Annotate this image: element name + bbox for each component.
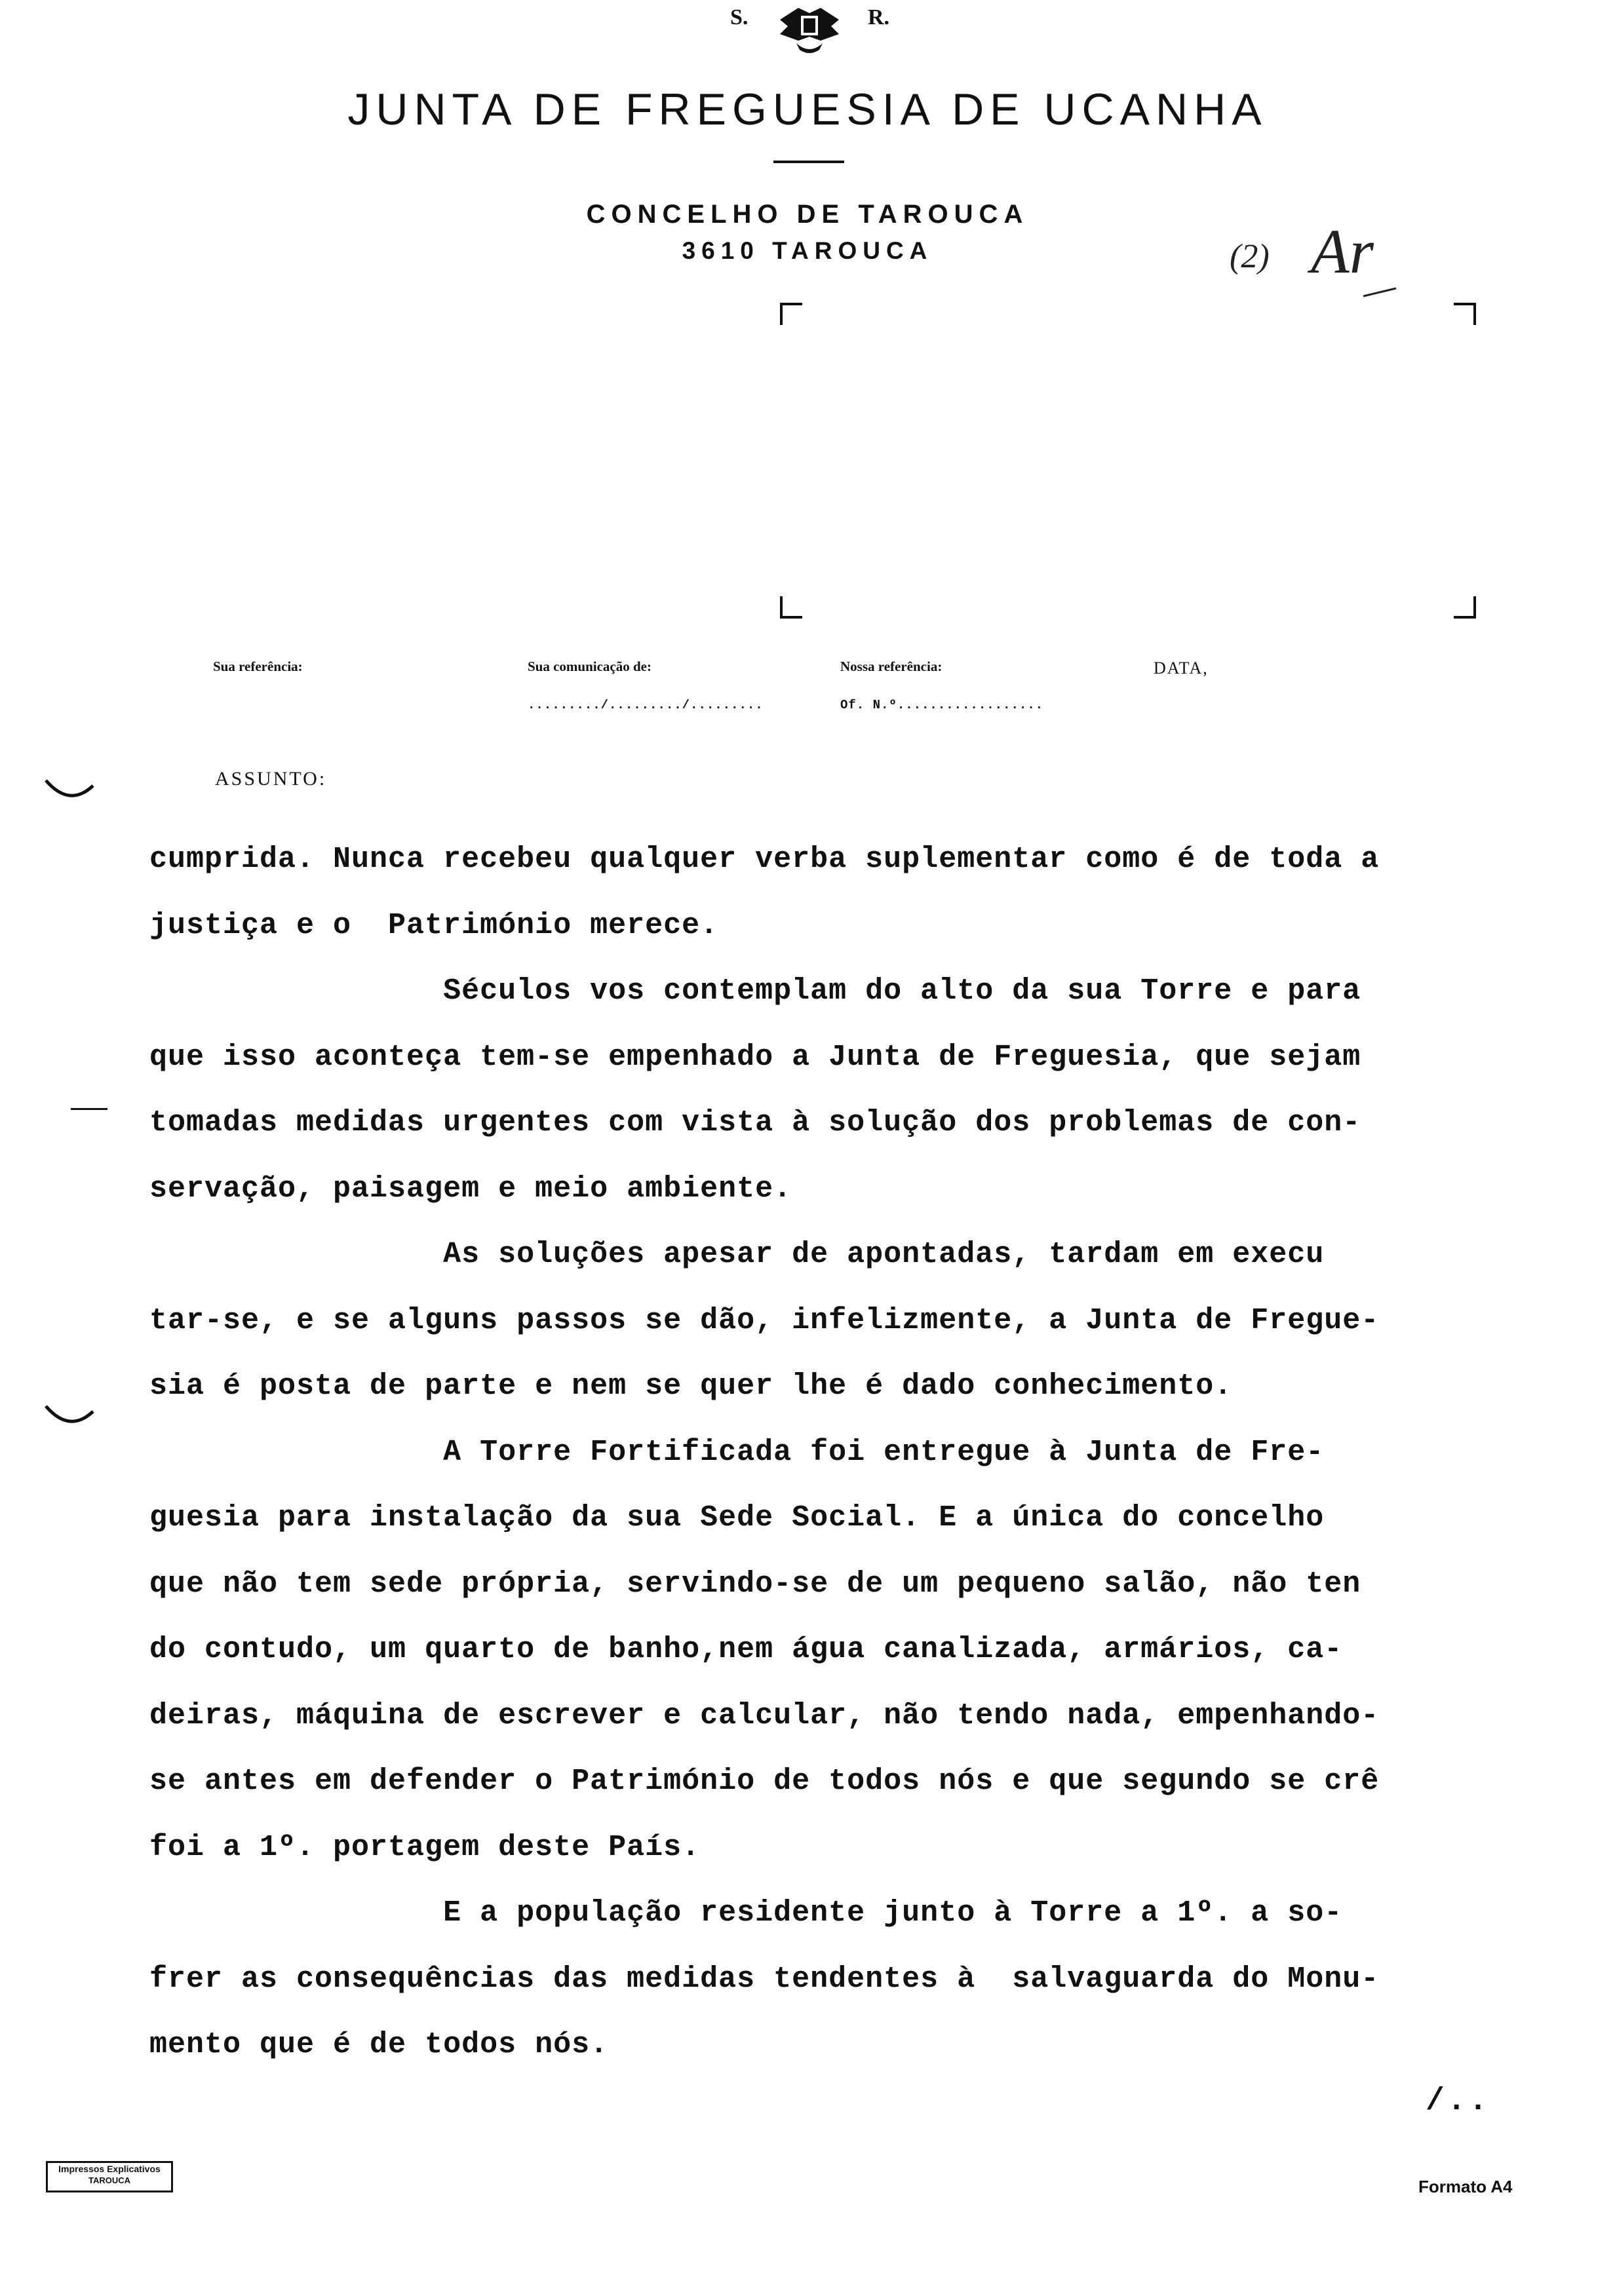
body-line: do contudo, um quarto de banho,nem água canalizada, armários, ca-	[149, 1633, 1343, 1666]
continuation-mark: /..	[1426, 2084, 1490, 2119]
crest-left-text: S.	[730, 5, 749, 29]
body-line: se antes em defender o Património de todos nós e que segundo se crê	[149, 1765, 1380, 1798]
stamp-line-2: TAROUCA	[88, 2175, 131, 2185]
body-line: foi a 1º. portagem deste País.	[149, 1830, 701, 1864]
coat-of-arms-icon	[767, 0, 852, 56]
body-line: servação, paisagem e meio ambiente.	[149, 1172, 792, 1206]
address-window-corner-bottom-right	[1454, 596, 1476, 619]
body-line: A Torre Fortificada foi entregue à Junta de Fre-	[149, 1435, 1325, 1469]
data-label: DATA,	[1154, 659, 1209, 678]
body-line: tar-se, e se alguns passos se dão, infelizmente, a Junta de Fregue-	[149, 1303, 1380, 1337]
body-line: sia é posta de parte e nem se quer lhe é dado conhecimento.	[149, 1369, 1233, 1403]
letterhead-crest-row	[714, 0, 911, 59]
body-line: guesia para instalação da sua Sede Social. E a única do concelho	[149, 1501, 1325, 1535]
handwritten-annotation	[1219, 190, 1429, 321]
body-line: As soluções apesar de apontadas, tardam em execu	[149, 1238, 1325, 1271]
sua-referencia-label: Sua referência:	[213, 659, 303, 674]
address-window-corner-top-left	[780, 303, 802, 325]
address-window-corner-top-right	[1454, 303, 1476, 325]
stamp-line-1: Impressos Explicativos	[58, 2164, 161, 2174]
annotation-initials: Ar	[1311, 216, 1374, 286]
nossa-referencia-blank: Of. N.º..................	[840, 698, 1044, 712]
crest-right-text: R.	[868, 5, 890, 29]
body-line: tomadas medidas urgentes com vista à solução dos problemas de con-	[149, 1106, 1361, 1139]
body-line: que isso aconteça tem-se empenhado a Junta de Freguesia, que sejam	[149, 1040, 1361, 1074]
paper-format-label: Formato A4	[1418, 2177, 1513, 2196]
body-line: frer as consequências das medidas tendentes à salvaguarda do Monu-	[149, 1962, 1380, 1996]
title-rule	[773, 161, 844, 163]
fold-tick-icon	[71, 1106, 110, 1113]
body-line: Séculos vos contemplam do alto da sua Torre e para	[149, 974, 1361, 1008]
body-line: justiça e o Património merece.	[149, 908, 719, 942]
assunto-label: ASSUNTO:	[215, 768, 327, 790]
body-line: mento que é de todos nós.	[149, 2028, 609, 2061]
sua-comunicacao-label: Sua comunicação de:	[528, 659, 652, 674]
address-window-corner-bottom-left	[780, 596, 802, 619]
sua-comunicacao-blank: ........./........./.........	[528, 698, 764, 712]
fold-mark-icon	[43, 776, 96, 803]
body-line: E a população residente junto à Torre a 1º. a so-	[149, 1896, 1343, 1930]
printer-stamp	[46, 2161, 173, 2192]
nossa-referencia-label: Nossa referência:	[840, 659, 943, 674]
body-line: cumprida. Nunca recebeu qualquer verba suplementar como é de toda a	[149, 843, 1380, 876]
annotation-number: (2)	[1230, 238, 1270, 275]
letterhead-address: 3610 TAROUCA	[682, 237, 933, 264]
fold-mark-icon	[43, 1402, 96, 1428]
letterhead-concelho: CONCELHO DE TAROUCA	[586, 200, 1029, 229]
body-line: deiras, máquina de escrever e calcular, não tendo nada, empenhando-	[149, 1698, 1380, 1732]
letterhead-title: JUNTA DE FREGUESIA DE UCANHA	[347, 85, 1268, 134]
letter-body	[149, 827, 1506, 2078]
body-line: que não tem sede própria, servindo-se de um pequeno salão, não ten	[149, 1567, 1361, 1601]
